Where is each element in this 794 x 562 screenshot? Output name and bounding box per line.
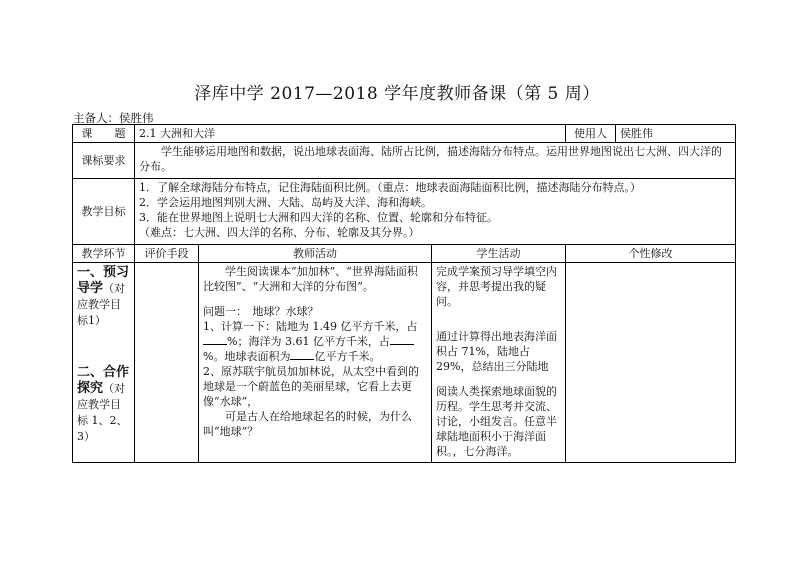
teacher-cell [199,263,432,463]
header-row [73,245,736,263]
goal-line-4: （难点：七大洲、四大洋的名称、分布、轮廓及其分界。） [139,226,420,239]
stage-2-sub: （对应教学目标 1、2、3） [77,382,128,443]
student-a2: 通过计算得出地表海洋面积占 71%，陆地占 29%，总结出三分陆地 [436,330,557,373]
standard-text: 学生能够运用地图和数据，说出地球表面海、陆所占比例，描述海陆分布特点。运用世界地图说出七大洲、四大洋的分布。 [135,143,736,179]
goal-line-2: 2．学会运用地图判别大洲、大陆、岛屿及大洋、海和海峡。 [139,196,432,209]
header-personal: 个性修改 [566,245,736,263]
teacher-q1-a-text: 1、计算一下：陆地为 1.49 亿平方千米，占 [203,320,418,333]
header-evaluation: 评价手段 [135,245,199,263]
teacher-q2: 2、原苏联宇航员加加林说，从太空中看到的地球是一个蔚蓝色的美丽星球，它看上去更像“水球”， [203,365,419,408]
blank-3 [290,359,314,360]
header-stage: 教学环节 [73,245,135,263]
stage-2-title: 二、合作探究 [77,365,130,396]
goals-label: 教学目标 [73,179,135,245]
teacher-q1-d: 亿平方千米。 [314,350,381,363]
stage-2 [77,365,130,445]
teacher-p1: 学生阅读课本“加加林”、“世界海陆面积比较图”、“大洲和大洋的分布图”。 [203,265,418,293]
standard-label: 课标要求 [73,143,135,179]
preparer-label: 主备人：侯胜伟 [73,111,154,125]
student-a1: 完成学案预习导学填空内容，并思考提出我的疑问。 [436,265,557,308]
teacher-q1-c: %。地球表面积为 [203,350,291,363]
goals-cell [135,179,736,245]
topic-value: 2.1 大洲和大洋 [135,125,566,143]
stage-1-sub: （对应教学目标1） [77,282,126,327]
goal-line-3: 3．能在世界地图上说明七大洲和四大洋的名称、位置、轮廓和分布特征。 [139,211,498,224]
standard-row [73,143,736,179]
teacher-q1: 问题一： 地球？水球？ [203,305,319,318]
blank-2 [390,344,414,345]
user-value: 侯胜伟 [616,125,736,143]
lesson-plan-table [72,124,736,463]
teacher-q1-b: %；海洋为 3.61 亿平方千米，占 [227,335,390,348]
blank-1 [203,344,227,345]
header-teacher: 教师活动 [199,245,432,263]
stage-1-title: 一、预习导学 [77,265,130,296]
evaluation-cell [135,263,199,463]
personal-cell [566,263,736,463]
student-cell [432,263,566,463]
topic-row [73,125,736,143]
goal-line-1: 1．了解全球海陆分布特点，记住海陆面积比例。（重点：地球表面海陆面积比例，描述海陆分布特点。） [139,181,641,194]
teacher-q1-calc [203,319,427,364]
student-a3: 阅读人类探索地球面貌的历程。学生思考并交流、讨论，小组发言。任意半球陆地面积小于海洋面积。，七分海洋。 [436,385,557,458]
stage-1 [77,265,130,329]
header-student: 学生活动 [432,245,566,263]
teacher-q3: 可是古人在给地球起名的时候，为什么叫“地球”？ [203,410,412,438]
user-label: 使用人 [566,125,616,143]
page-title: 泽库中学 2017—2018 学年度教师备课（第 5 周） [194,84,600,104]
goals-row [73,179,736,245]
stage-cell [73,263,135,463]
topic-label: 课 题 [73,125,135,143]
activity-row [73,263,736,463]
